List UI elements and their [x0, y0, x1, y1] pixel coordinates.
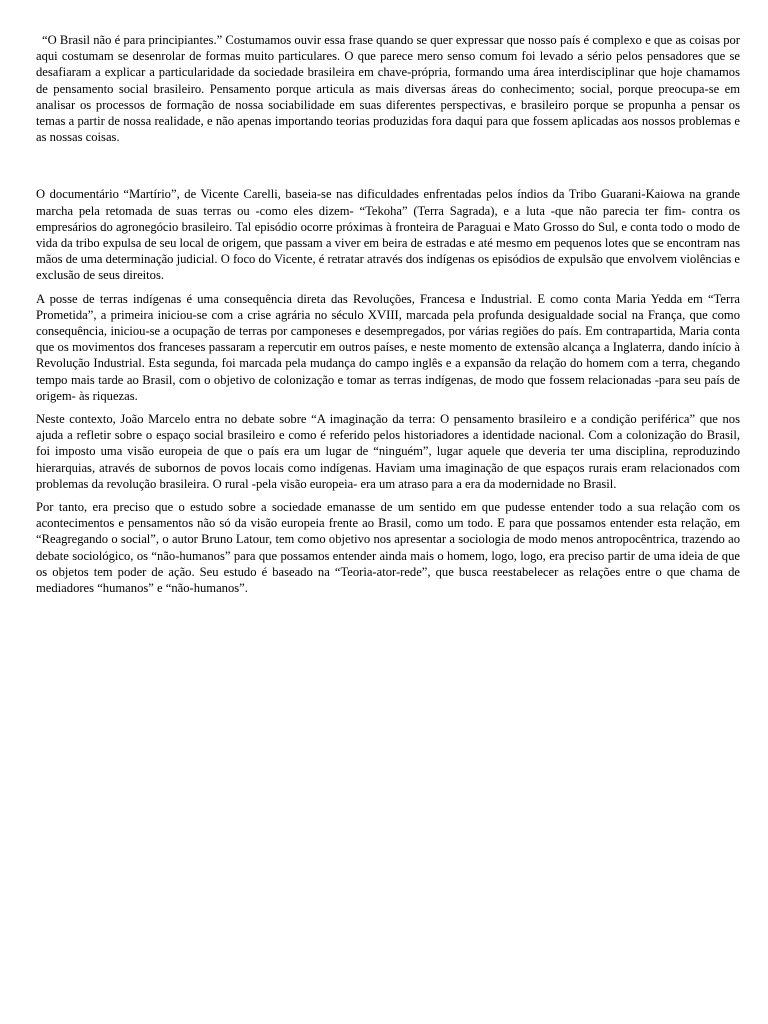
paragraph-posse-de-terras: A posse de terras indígenas é uma consequência direta das Revoluções, Francesa e Industrial. E como conta Maria Yedda em “Terra Prometida”, a primeira iniciou-se com a crise agrária no século XVIII, marcada pela profunda desigualdade social na França, que como consequência, iniciou-se a ocupação de terras por camponeses e desempregados, por várias regiões do país. Em contrapartida, Maria conta que os movimentos dos franceses passaram a repercutir em outros países, e neste momento de extensão alcança a Inglaterra, dando início à Revolução Industrial. Esta segunda, foi marcada pela mudança do campo inglês e a expansão da relação do homem com a terra, chegando tempo mais tarde ao Brasil, com o objetivo de colonização e tomar as terras indígenas, de modo que fossem relacionadas -para seu país de origem- às riquezas. — [36, 291, 740, 403]
paragraph-imaginacao-da-terra: Neste contexto, João Marcelo entra no debate sobre “A imaginação da terra: O pensamento brasileiro e a condição periférica” que nos ajuda a refletir sobre o espaço social brasileiro e como é referido pelos historiadores a identidade nacional. Com a colonização do Brasil, foi imposto uma visão europeia de que o país era um lugar de “ninguém”, lugar aquele que deveria ter uma disciplina, reproduzindo hierarquias, através de subornos de povos locais como indígenas. Haviam uma imaginação de que espaços rurais eram relacionados com problemas da revolução brasileira. O rural -pela visão europeia- era um atraso para a era da modernidade no Brasil. — [36, 412, 740, 491]
paragraph-reagregando-o-social: Por tanto, era preciso que o estudo sobre a sociedade emanasse de um sentido em que pudesse entender todo a sua relação com os acontecimentos e pensamentos não só da visão europeia frente ao Brasil, como um todo. E para que possamos entender esta relação, em “Reagregando o social”, o autor Bruno Latour, tem como objetivo nos apresentar a sociologia de modo menos antropocêntrica, trazendo ao debate sociológico, os “não-humanos” para que possamos entender ainda mais o homem, logo, logo, era preciso partir de uma ideia de que os objetos tem poder de ação. Seu estudo é baseado na “Teoria-ator-rede”, que busca reestabelecer as relações entre o que chama de mediadores “humanos” e “não-humanos”. — [36, 500, 740, 596]
paragraph-martirio: O documentário “Martírio”, de Vicente Carelli, baseia-se nas dificuldades enfrentadas pelos índios da Tribo Guarani-Kaiowa na grande marcha pela retomada de suas terras ou -como eles dizem- “Tekoha” (Terra Sagrada), e a luta -que não parecia ter fim- contra os empresários do agronegócio brasileiro. Tal episódio ocorre próximas à fronteira de Paraguai e Mato Grosso do Sul, e conta todo o modo de vida da tribo expulsa de seu local de origem, que passam a viver em beira de estradas e até mesmo em pequenos lotes que se encontram nas mãos de uma determinação judicial. O foco do Vicente, é retratar através dos indígenas os episódios de expulsão que envolvem violências e exclusão de seus direitos. — [36, 187, 740, 283]
section-spacer — [36, 152, 740, 186]
document-page — [36, 32, 740, 603]
paragraph-intro: “O Brasil não é para principiantes.” Costumamos ouvir essa frase quando se quer expressar que nosso país é complexo e que as coisas por aqui costumam se desenrolar de formas muito particulares. O que parece mero senso comum foi levado a sério pelos pensadores que se desafiaram a explicar a particularidade da sociedade brasileira em chave-própria, formando uma área interdisciplinar que hoje chamamos de pensamento social brasileiro. Pensamento porque articula as mais diversas áreas do conhecimento; social, porque preocupa-se em analisar os processos de formação de nossa sociabilidade em suas diferentes perspectivas, e brasileiro porque se propunha a pensar os temas a partir de nossa realidade, e não apenas importando teorias produzidas fora daqui para que fossem aplicadas aos nossos problemas e as nossas coisas. — [36, 33, 740, 145]
